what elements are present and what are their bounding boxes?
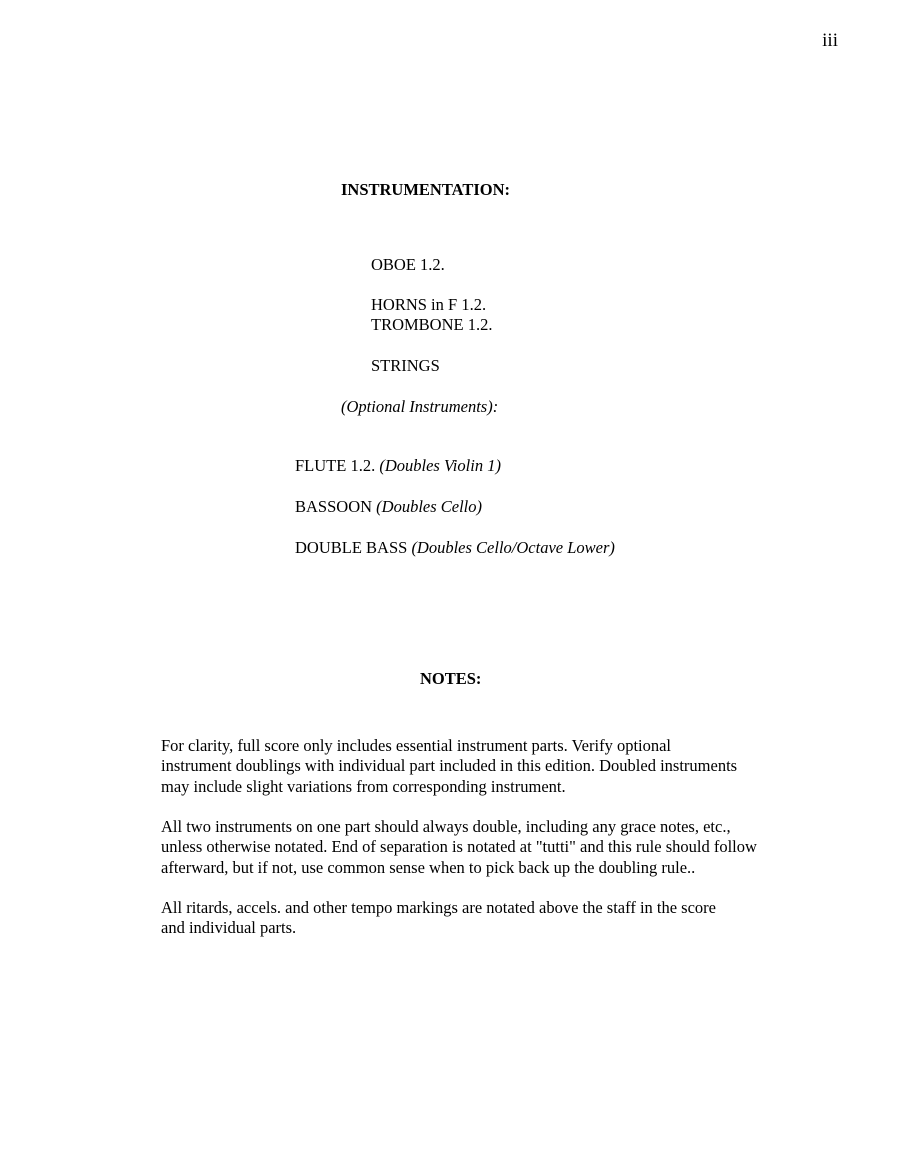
instrument-oboe: OBOE 1.2. [371,255,445,274]
paragraph-line: may include slight variations from corresponding instrument. [161,776,566,796]
instrumentation-heading: INSTRUMENTATION: [341,180,510,199]
optional-instrument-name: DOUBLE BASS [295,538,412,557]
paragraph-line: unless otherwise notated. End of separation is notated at "tutti" and this rule should follow [161,837,757,857]
notes-paragraph-3 [161,898,821,939]
optional-instruments-heading: (Optional Instruments): [341,397,499,416]
paragraph-line: and individual parts. [161,918,297,938]
paragraph-line: For clarity, full score only includes essential instrument parts. Verify optional [161,736,672,755]
optional-instrument-note: (Doubles Cello/Octave Lower) [411,538,615,557]
optional-instrument-name: BASSOON [295,497,377,516]
page-number: iii [822,30,838,51]
paragraph-line: All ritards, accels. and other tempo markings are notated above the staff in the score [161,898,716,917]
optional-instrument-double-bass [295,538,615,558]
instrument-trombone: TROMBONE 1.2. [371,315,493,334]
paragraph-line: All two instruments on one part should always double, including any grace notes, etc., [161,817,731,836]
paragraph-line: afterward, but if not, use common sense when to pick back up the doubling rule.. [161,857,696,877]
optional-instrument-flute [295,456,501,476]
optional-instrument-note: (Doubles Violin 1) [379,456,501,475]
notes-paragraph-2 [161,817,821,878]
optional-instrument-name: FLUTE 1.2. [295,456,380,475]
paragraph-line: instrument doublings with individual part included in this edition. Doubled instruments [161,756,738,776]
optional-instrument-note: (Doubles Cello) [376,497,483,516]
instrument-horns: HORNS in F 1.2. [371,295,487,314]
optional-instrument-bassoon [295,497,482,517]
notes-paragraph-1 [161,736,821,797]
instrument-strings: STRINGS [371,356,440,375]
notes-heading: NOTES: [420,669,482,688]
